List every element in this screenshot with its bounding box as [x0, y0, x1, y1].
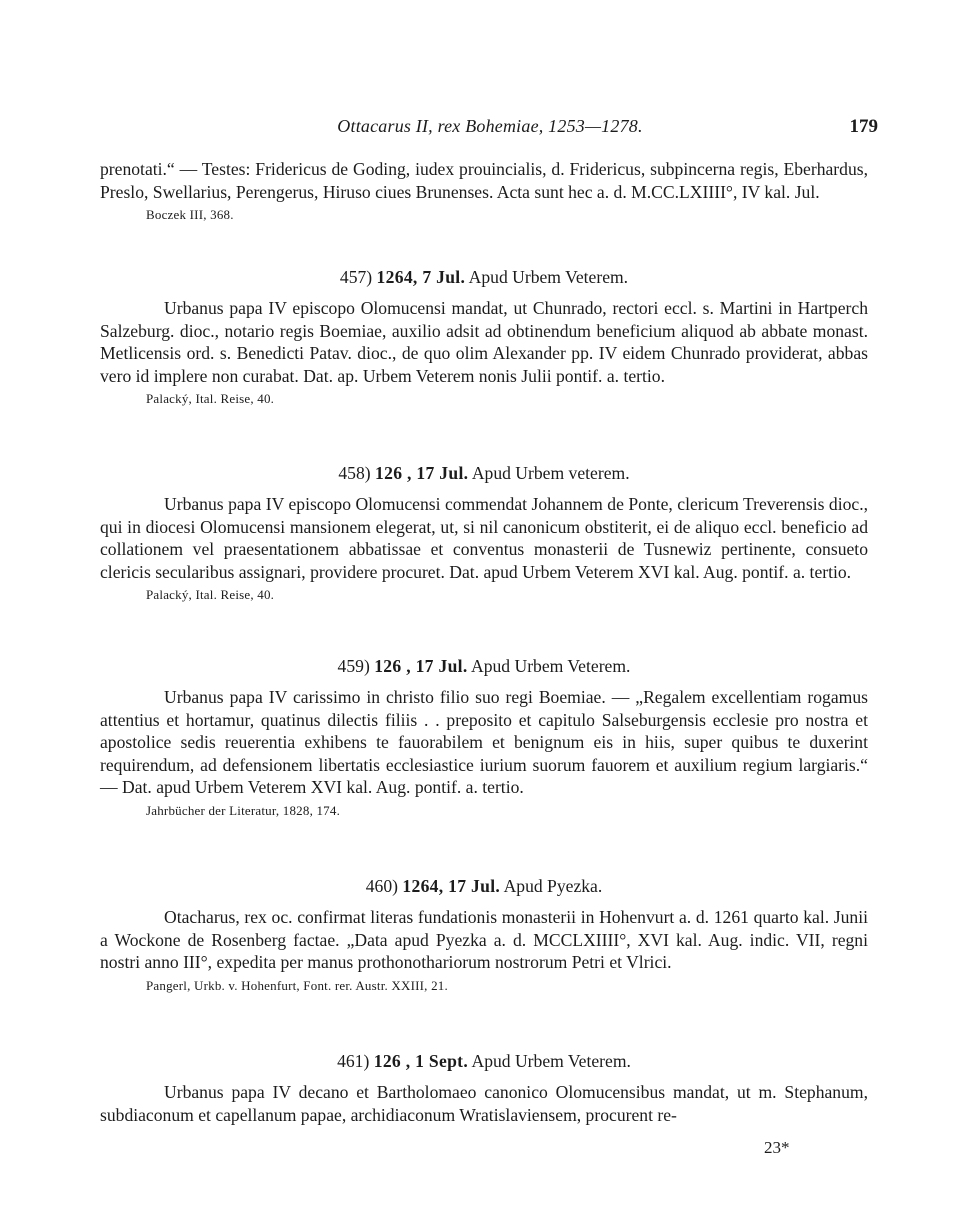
entry-text: Urbanus papa IV episcopo Olomucensi commendat Johannem de Ponte, clericum Treverensis dioc., qui in diocesi Olomucensi mansionem elegerat, ut, si nil canonicum obstiterit, ei de aliquo eccl. beneficio ad collationem vel praesentationem abbatissae et conventus monasterii de Tusnewiz pertinente, consueto clericis secularibus assignari, providere procuret. Dat. apud Urbem Veterem XVI kal. Aug. pontif. a. tertio.: [100, 494, 868, 582]
entry-date: 126 , 17 Jul.: [374, 656, 468, 676]
intro-source: Boczek III, 368.: [146, 207, 234, 222]
entry-text: Urbanus papa IV carissimo in christo filio suo regi Boemiae. — „Regalem excellentiam rogamus attentius et hortamur, quatinus dilectis filiis . . preposito et capitulo Salseburgensis ecclesie pro nostra et apostolice sedis reuerentia exhibens te fauorabilem et benignum eis in hiis, super quibus te duxerint requirendum, ad defensionem libertatis ecclesiastice iurium suorum fauorem et auxilium regium largiaris.“ — Dat. apud Urbem Veterem XVI kal. Aug. pontif. a. tertio.: [100, 687, 868, 797]
entry-place: Apud Urbem veterem.: [471, 463, 630, 483]
running-title: Ottacarus II, rex Bohemiae, 1253—1278.: [337, 116, 643, 136]
entry-place: Apud Urbem Veterem.: [471, 1051, 631, 1071]
entry-date: 1264, 7 Jul.: [376, 267, 466, 287]
entry-heading: [100, 655, 868, 677]
entry-460: [100, 875, 868, 995]
entry-place: Apud Urbem Veterem.: [468, 267, 629, 287]
intro-text: prenotati.“ — Testes: Fridericus de Goding, iudex prouincialis, d. Fridericus, subpincerna regis, Eberhardus, Preslo, Swellarius, Perengerus, Hiruso ciues Brunenses. Acta sunt hec a. d. M.CC.LXIIII°, IV kal. Jul.: [100, 159, 868, 202]
entry-date: 126 , 17 Jul.: [375, 463, 469, 483]
entry-source: Pangerl, Urkb. v. Hohenfurt, Font. rer. Austr. XXIII, 21.: [146, 977, 448, 993]
entry-heading: [100, 462, 868, 484]
entry-text: Urbanus papa IV episcopo Olomucensi mandat, ut Chunrado, rectori eccl. s. Martini in Hartperch Salzeburg. dioc., notario regis Boemiae, auxilio adsit ad obtinendum beneficium aliquod ab abbate monast. Metlicensis ord. s. Benedicti Patav. dioc., de quo olim Alexander pp. IV eidem Chunrado providerat, abbas vero id implere non curabat. Dat. ap. Urbem Veterem nonis Julii pontif. a. tertio.: [100, 298, 868, 386]
page-header: [100, 116, 880, 142]
entry-number: 457): [339, 267, 373, 287]
entry-heading: [100, 1050, 868, 1072]
entry-source: Palacký, Ital. Reise, 40.: [146, 391, 275, 406]
entry-459: [100, 655, 868, 820]
entry-458: [100, 462, 868, 604]
intro-block: [100, 158, 868, 224]
entry-heading: [100, 875, 868, 897]
entry-461: [100, 1050, 868, 1126]
entry-number: 458): [338, 463, 371, 483]
page-number: 179: [849, 116, 878, 137]
entry-text: Otacharus, rex oc. confirmat literas fundationis monasterii in Hohenvurt a. d. 1261 quarto kal. Junii a Wockone de Rosenberg factae. „Data apud Pyezka a. d. MCCLXIIII°, XVI kal. Aug. indic. VII, regni nostri anno III°, expedita per manus prothonothariorum nostrorum Petri et Vlrici.: [100, 907, 868, 972]
entry-457: [100, 266, 868, 408]
entry-heading: [100, 266, 868, 288]
entry-date: 126 , 1 Sept.: [373, 1051, 469, 1071]
entry-number: 460): [365, 876, 398, 896]
entry-number: 459): [337, 656, 370, 676]
entry-text: Urbanus papa IV decano et Bartholomaeo canonico Olomucensibus mandat, ut m. Stephanum, subdiaconum et capellanum papae, archidiaconum Wratislaviensem, procurent re-: [100, 1082, 868, 1125]
entry-source: Jahrbücher der Literatur, 1828, 174.: [146, 802, 341, 818]
entry-source: Palacký, Ital. Reise, 40.: [146, 587, 275, 602]
entry-date: 1264, 17 Jul.: [402, 876, 501, 896]
entry-place: Apud Pyezka.: [503, 876, 603, 896]
entry-place: Apud Urbem Veterem.: [471, 656, 631, 676]
signature-mark: 23*: [764, 1138, 790, 1157]
entry-number: 461): [337, 1051, 370, 1071]
